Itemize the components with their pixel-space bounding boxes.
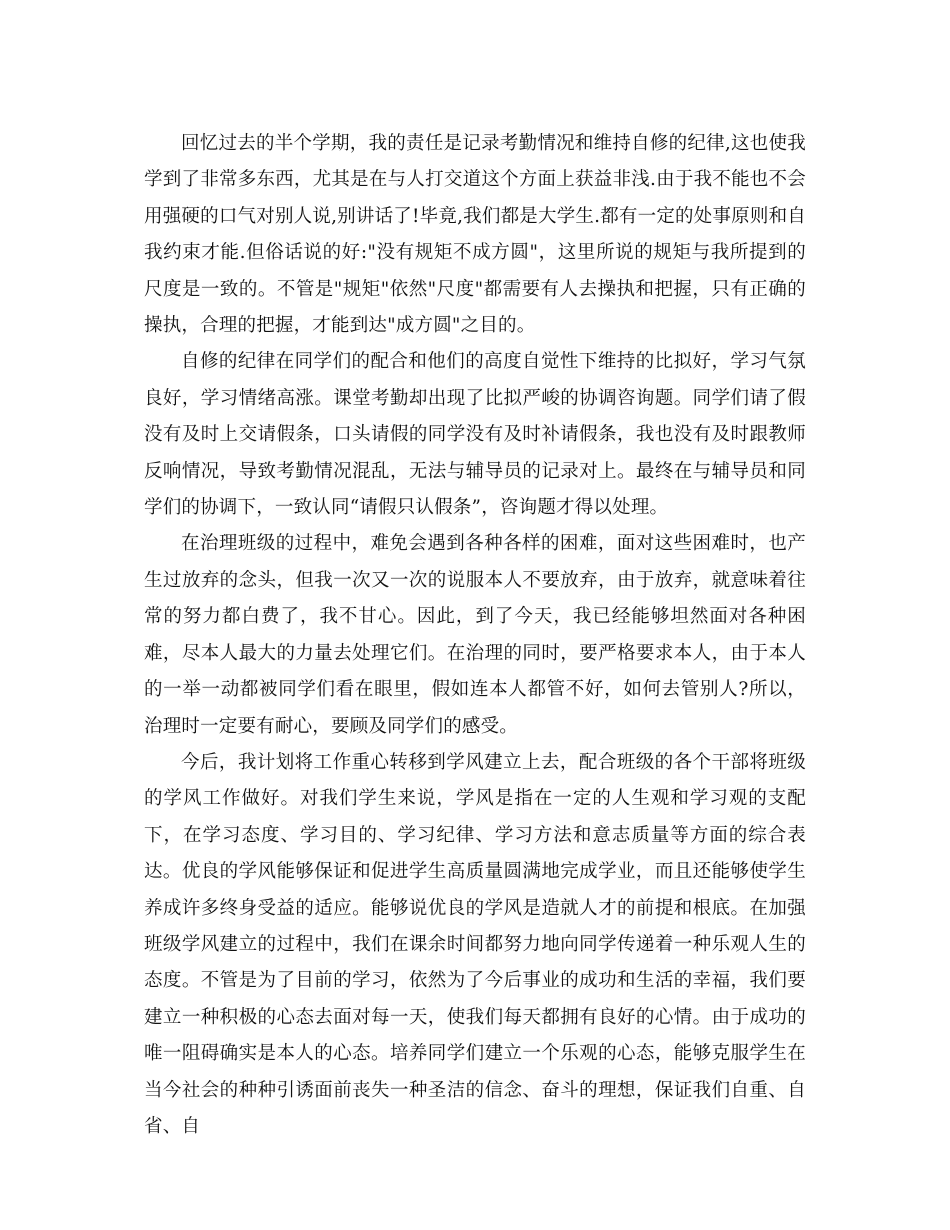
paragraph-self-study-discipline: 自修的纪律在同学们的配合和他们的高度自觉性下维持的比拟好，学习气氛良好，学习情绪高涨。课堂考勤却出现了比拟严峻的协调咨询题。同学们请了假没有及时上交请假条，口头请假的同学没有及时补请假条，我也没有及时跟教师反响情况，导致考勤情况混乱，无法与辅导员的记录对上。最终在与辅导员和同学们的协调下，一致认同“请假只认假条”，咨询题才得以处理。 [144, 351, 806, 519]
paragraph-study-style-plan: 今后，我计划将工作重心转移到学风建立上去，配合班级的各个干部将班级的学风工作做好。对我们学生来说，学风是指在一定的人生观和学习观的支配下，在学习态度、学习目的、学习纪律、学习方法和意志质量等方面的综合表达。优良的学风能够保证和促进学生高质量圆满地完成学业，而且还能够使学生养成许多终身受益的适应。能够说优良的学风是造就人才的前提和根底。在加强班级学风建立的过程中，我们在课余时间都努力地向同学传递着一种乐观人生的态度。不管是为了目前的学习，依然为了今后事业的成功和生活的幸福，我们要建立一种积极的心态去面对每一天，使我们每天都拥有良好的心情。由于成功的唯一阻碍确实是本人的心态。培养同学们建立一个乐观的心态，能够克服学生在当今社会的种种引诱面前丧失一种圣洁的信念、奋斗的理想，保证我们自重、自省、自 [144, 751, 806, 1137]
paragraph-class-management: 在治理班级的过程中，难免会遇到各种各样的困难，面对这些困难时，也产生过放弃的念头，但我一次又一次的说服本人不要放弃，由于放弃，就意味着往常的努力都白费了，我不甘心。因此，到了今天，我已经能够坦然面对各种困难，尽本人最大的力量去处理它们。在治理的同时，要严格要求本人，由于本人的一举一动都被同学们看在眼里，假如连本人都管不好，如何去管别人?所以，治理时一定要有耐心，要顾及同学们的感受。 [144, 533, 806, 737]
document-body [144, 126, 806, 1145]
paragraph-attendance-duty: 回忆过去的半个学期，我的责任是记录考勤情况和维持自修的纪律,这也使我学到了非常多东西，尤其是在与人打交道这个方面上获益非浅.由于我不能也不会用强硬的口气对别人说,别讲话了!毕竟,我们都是大学生.都有一定的处事原则和自我约束才能.但俗话说的好:"没有规矩不成方圆"，这里所说的规矩与我所提到的尺度是一致的。不管是"规矩"依然"尺度"都需要有人去操执和把握，只有正确的操执，合理的把握，才能到达"成方圆"之目的。 [144, 133, 806, 337]
